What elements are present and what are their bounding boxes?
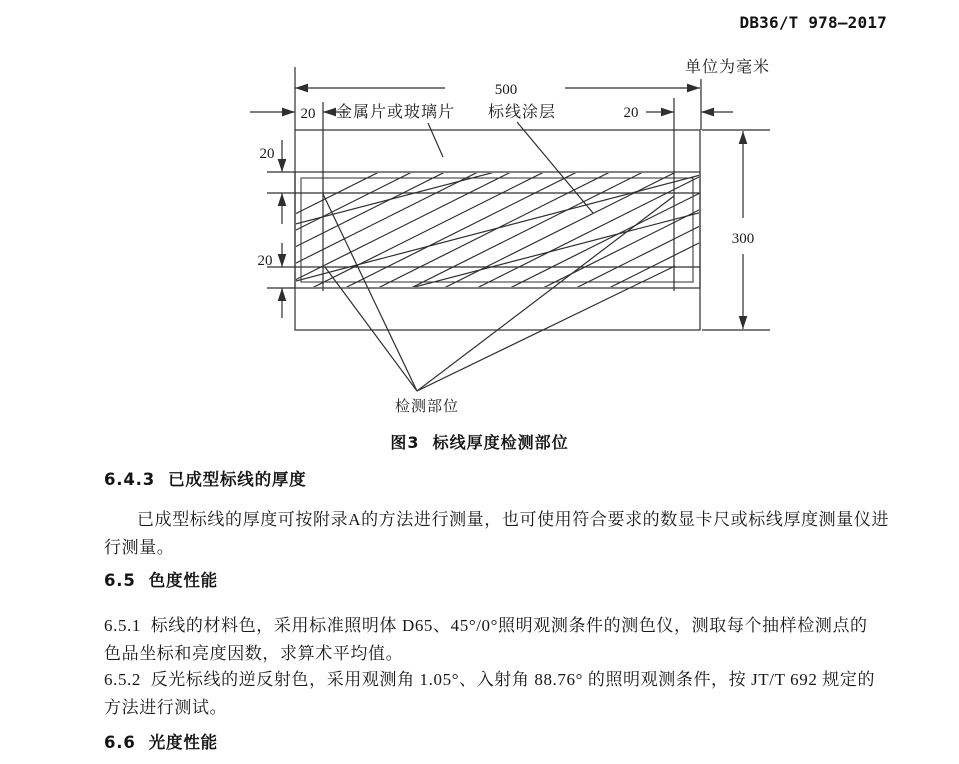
paragraph-6-4-3-line2: 行测量。 — [104, 538, 175, 557]
unit-note-label: 单位为毫米 — [685, 59, 771, 76]
dim-20-top-right-value: 20 — [623, 105, 639, 121]
paragraph-6-5-1-line1: 6.5.1 标线的材料色，采用标准照明体 D65、45°/0°照明观测条件的测色仪，测取每个抽样检测点的 — [104, 616, 868, 635]
dimension-20-top-left — [250, 106, 348, 122]
standard-number: DB36/T 978—2017 — [739, 13, 887, 32]
dim-20-left-lower-value: 20 — [257, 253, 273, 269]
coating-label: 标线涂层 — [488, 104, 557, 121]
dimension-300 — [702, 130, 770, 330]
dim-20-left-upper-value: 20 — [259, 146, 275, 162]
dim-300-value: 300 — [731, 231, 755, 247]
dimension-500 — [295, 82, 700, 98]
dim-500-value: 500 — [494, 82, 518, 98]
paragraph-6-5-1-line2: 色品坐标和亮度因数，求算术平均值。 — [104, 644, 404, 663]
figure3-diagram — [230, 50, 786, 422]
dim-20-top-left-value: 20 — [300, 106, 316, 122]
heading-6-6: 6.6 光度性能 — [104, 733, 218, 752]
leader-lines — [428, 122, 593, 213]
figure-caption: 图3 标线厚度检测部位 — [390, 433, 569, 452]
heading-6-5: 6.5 色度性能 — [104, 571, 218, 590]
paragraph-6-4-3-line1: 已成型标线的厚度可按附录A的方法进行测量，也可使用符合要求的数显卡尺或标线厚度测量仪进 — [137, 510, 890, 529]
dimension-20-left-lower — [258, 243, 283, 318]
paragraph-6-5-2-line1: 6.5.2 反光标线的逆反射色，采用观测角 1.05°、入射角 88.76° 的照明观测条件，按 JT/T 692 规定的 — [104, 670, 876, 689]
heading-6-4-3: 6.4.3 已成型标线的厚度 — [104, 470, 307, 489]
paragraph-6-5-2-line2: 方法进行测试。 — [104, 698, 228, 717]
dimension-20-top-right — [624, 105, 734, 121]
detection-label: 检测部位 — [394, 399, 460, 415]
hatch-lines — [230, 142, 786, 296]
dimension-20-left-upper — [260, 140, 283, 224]
plate-label: 金属片或玻璃片 — [336, 104, 456, 121]
coating-band — [295, 172, 700, 288]
